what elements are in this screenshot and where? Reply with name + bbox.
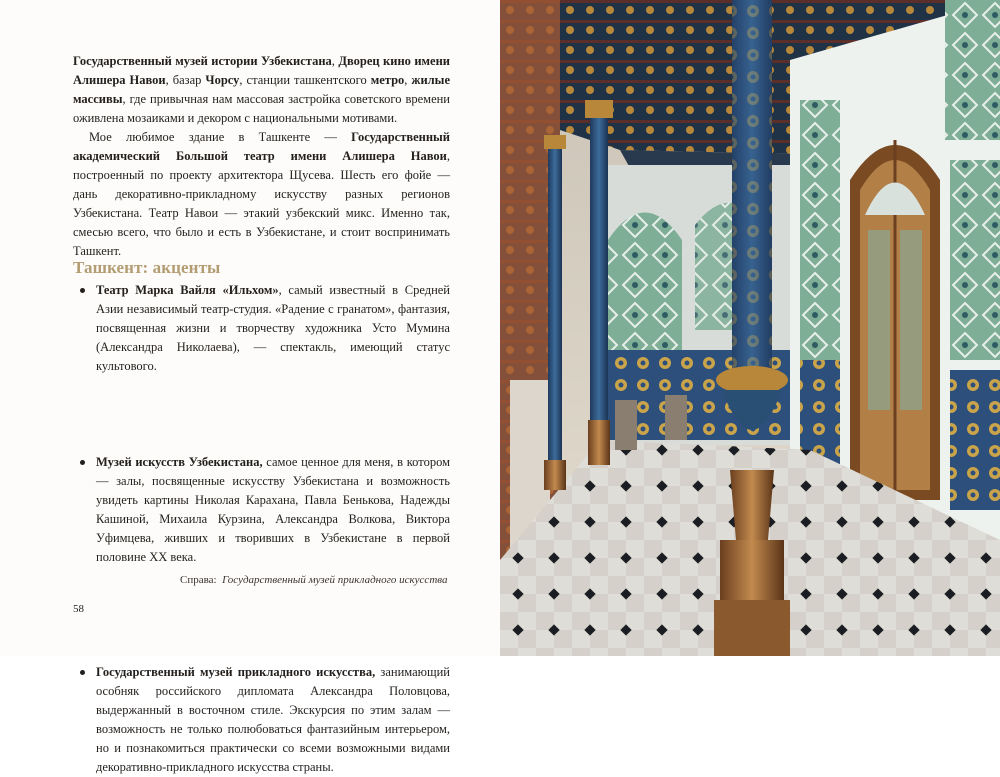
text-page — [0, 0, 500, 774]
courtyard-illustration — [500, 0, 1000, 656]
text-run: , базар — [165, 73, 206, 87]
text-run: , где привычная нам массовая застройка советского времени оживлена мозаиками и декором с национальными мотивами. — [73, 92, 450, 125]
bold-term: метро — [370, 73, 405, 87]
list-item — [96, 281, 450, 376]
intro-text — [73, 52, 450, 261]
list-item-text: занимающий особняк российского дипломата Александра Половцова, выдержанный в восточном стиле. Экскурсия по этим залам — возможность не только полюбоваться фантазийным интерьером, но и познакомиться практически со всеми возможными видами декоративно-прикладного искусства страны. — [96, 665, 450, 774]
text-run: , станции ташкентского — [239, 73, 371, 87]
text-run: , построенный по проекту архитектора Щусева. Шесть его фойе — дань декоративно-прикладному искусству разных регионов Узбекистана. Театр Навои — этакий узбекский микс. Именно так, смесью всего, что было и есть в Узбекистане, и стоит воспринимать Ташкент. — [73, 149, 450, 258]
text-run: , — [404, 73, 412, 87]
accents-list — [96, 281, 451, 774]
list-item-title: Государственный музей прикладного искусства, — [96, 665, 376, 679]
bold-term: Дворец кино имени Алишера Навои — [73, 54, 451, 87]
bold-term: жилые массивы — [73, 73, 450, 106]
intro-paragraph-2 — [73, 128, 450, 261]
text-run: Мое любимое здание в Ташкенте — — [89, 130, 352, 144]
courtyard-photo — [500, 0, 1000, 656]
caption-text: Государственный музей прикладного искусства — [222, 574, 448, 586]
list-item-title: Музей искусств Узбекистана, — [96, 455, 263, 469]
bold-term: Чорсу — [205, 73, 240, 87]
bold-term: Государственный академический Большой театр имени Алишера Навои — [73, 130, 450, 163]
list-item — [96, 663, 450, 777]
section-title: Ташкент: акценты — [73, 258, 221, 277]
list-item-title: Театр Марка Вайля «Ильхом» — [96, 283, 279, 297]
page-number: 58 — [73, 603, 84, 615]
caption-label: Справа: — [180, 574, 217, 586]
intro-paragraph-1 — [73, 52, 450, 128]
list-item — [96, 453, 450, 567]
list-item-text: , самый известный в Средней Азии независимый театр-студия. «Радение с гранатом», фантазия, посвященная жизни и творчеству художника Усто Мумина (Александра Николаева), — спектакль, имеющий статус культового. — [96, 283, 451, 373]
bold-term: Государственный музей истории Узбекистана — [73, 54, 332, 68]
photo-caption — [180, 571, 470, 590]
text-run: , — [331, 54, 339, 68]
list-item-text: самое ценное для меня, в котором — залы, посвященные искусству Узбекистана и возможность увидеть картины Николая Караханa, Павла Бенькова, Надежды Кашиной, Михаила Курзина, Александра Волкова, Виктора Уфимцева, живших и творивших в Узбекистане в первой половине XX века. — [96, 455, 450, 564]
